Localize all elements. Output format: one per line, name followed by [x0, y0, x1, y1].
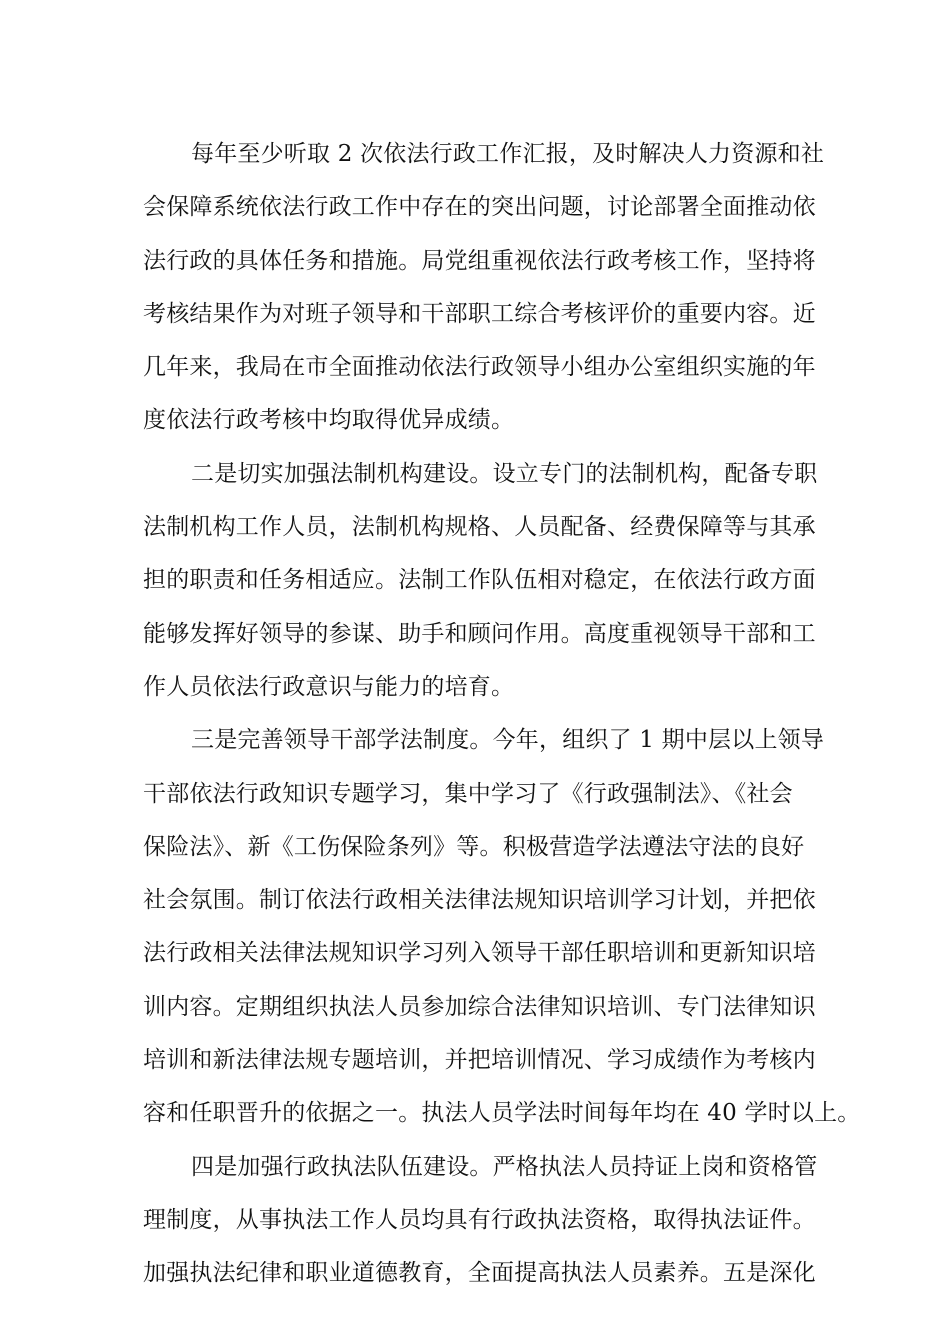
text-line: 法行政的具体任务和措施。局党组重视依法行政考核工作，坚持将: [143, 247, 816, 274]
text-line: 训内容。定期组织执法人员参加综合法律知识培训、专门法律知识: [143, 993, 816, 1020]
text-line: 度依法行政考核中均取得优异成绩。: [143, 407, 515, 434]
text-line: 法制机构工作人员，法制机构规格、人员配备、经费保障等与其承: [143, 514, 816, 541]
text-line: 加强执法纪律和职业道德教育，全面提高执法人员素养。五是深化: [143, 1260, 816, 1287]
paragraph-2: [143, 448, 818, 714]
text-line: 考核结果作为对班子领导和干部职工综合考核评价的重要内容。近: [143, 300, 816, 327]
text-line: 作人员依法行政意识与能力的培育。: [143, 673, 515, 700]
text-line: 培训和新法律法规专题培训，并把培训情况、学习成绩作为考核内: [143, 1047, 816, 1074]
text-line: 社会氛围。制订依法行政相关法律法规知识培训学习计划，并把依: [143, 887, 816, 914]
document-body: [143, 128, 861, 1301]
text-line: 法行政相关法律法规知识学习列入领导干部任职培训和更新知识培: [143, 940, 816, 967]
text-line: 会保障系统依法行政工作中存在的突出问题，讨论部署全面推动依: [143, 194, 816, 221]
text-line: 每年至少听取 2 次依法行政工作汇报，及时解决人力资源和社: [191, 141, 825, 167]
paragraph-4: [143, 1141, 818, 1301]
text-line: 四是加强行政执法队伍建设。严格执法人员持证上岗和资格管: [191, 1153, 818, 1180]
text-line: 能够发挥好领导的参谋、助手和顾问作用。高度重视领导干部和工: [143, 620, 816, 647]
text-line: 三是完善领导干部学法制度。今年，组织了 1 期中层以上领导: [191, 727, 825, 754]
text-line: 容和任职晋升的依据之一。执法人员学法时间每年均在 40 学时以上。: [143, 1100, 861, 1127]
text-line: 保险法》、新《工伤保险条列》等。积极营造学法遵法守法的良好: [143, 833, 805, 860]
paragraph-3: [143, 714, 861, 1140]
text-line: 担的职责和任务相适应。法制工作队伍相对稳定，在依法行政方面: [143, 567, 816, 594]
paragraph-1: [143, 128, 825, 448]
text-line: 几年来，我局在市全面推动依法行政领导小组办公室组织实施的年: [143, 354, 816, 381]
text-line: 二是切实加强法制机构建设。设立专门的法制机构，配备专职: [191, 460, 818, 487]
text-line: 干部依法行政知识专题学习，集中学习了《行政强制法》、《社会: [143, 780, 793, 807]
text-line: 理制度，从事执法工作人员均具有行政执法资格，取得执法证件。: [143, 1206, 816, 1233]
